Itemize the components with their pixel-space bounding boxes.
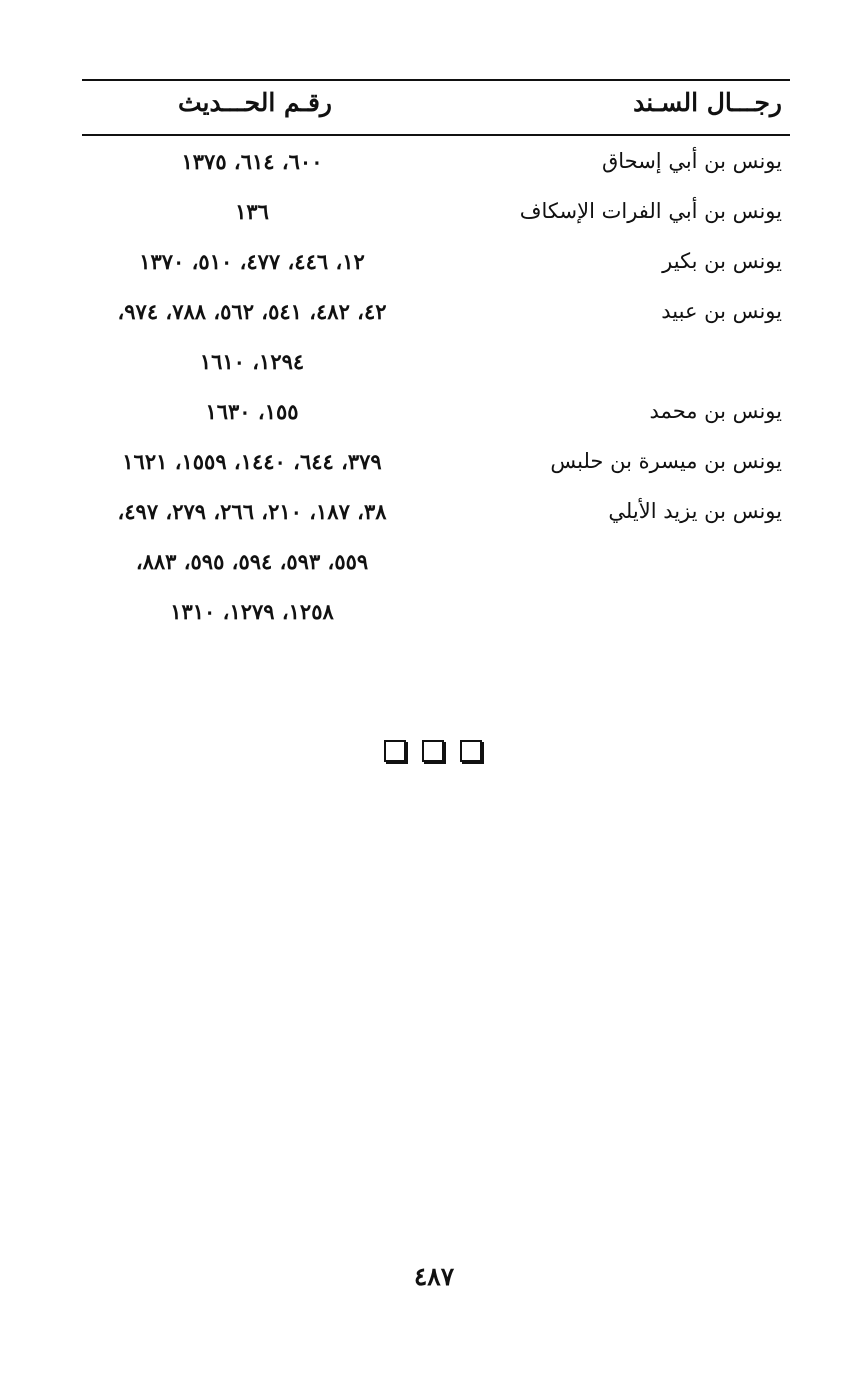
hadith-numbers: ٣٨، ١٨٧، ٢١٠، ٢٦٦، ٢٧٩، ٤٩٧، <box>117 499 387 524</box>
table-row <box>82 490 790 540</box>
header-rule <box>82 134 790 136</box>
index-table <box>82 140 790 640</box>
narrator-name: يونس بن أبي الفرات الإسكاف <box>519 199 782 223</box>
hadith-numbers-column-header: رقـم الحـــديث <box>178 88 332 117</box>
square-ornament-icon <box>384 740 406 762</box>
hadith-numbers: ١٢٥٨، ١٢٧٩، ١٣١٠ <box>170 599 334 624</box>
narrators-column-header: رجـــال السـند <box>633 88 782 117</box>
narrator-name: يونس بن ميسرة بن حلبس <box>550 449 782 473</box>
hadith-numbers: ٥٥٩، ٥٩٣، ٥٩٤، ٥٩٥، ٨٨٣، <box>135 549 369 574</box>
table-row-continuation <box>82 340 790 390</box>
narrator-name: يونس بن بكير <box>662 249 782 273</box>
table-row <box>82 190 790 240</box>
table-row-continuation <box>82 540 790 590</box>
table-row <box>82 290 790 340</box>
hadith-numbers: ١٥٥، ١٦٣٠ <box>205 399 299 424</box>
hadith-numbers: ٦٠٠، ٦١٤، ١٣٧٥ <box>181 149 323 174</box>
hadith-numbers: ١٢، ٤٤٦، ٤٧٧، ٥١٠، ١٣٧٠ <box>139 249 365 274</box>
narrator-name: يونس بن محمد <box>649 399 782 423</box>
hadith-numbers: ١٣٦ <box>235 199 269 224</box>
narrator-name: يونس بن عبيد <box>661 299 782 323</box>
square-ornament-icon <box>422 740 444 762</box>
square-ornament-icon <box>460 740 482 762</box>
top-rule <box>82 79 790 81</box>
narrator-name: يونس بن أبي إسحاق <box>601 149 782 173</box>
table-row <box>82 240 790 290</box>
narrator-name: يونس بن يزيد الأيلي <box>608 499 782 523</box>
hadith-numbers: ١٢٩٤، ١٦١٠ <box>199 349 305 374</box>
page-number: ٤٨٧ <box>413 1262 455 1291</box>
hadith-numbers: ٣٧٩، ٦٤٤، ١٤٤٠، ١٥٥٩، ١٦٢١ <box>122 449 382 474</box>
section-end-ornament <box>384 740 482 762</box>
hadith-numbers: ٤٢، ٤٨٢، ٥٤١، ٥٦٢، ٧٨٨، ٩٧٤، <box>117 299 387 324</box>
table-row-continuation <box>82 590 790 640</box>
table-row <box>82 140 790 190</box>
table-row <box>82 440 790 490</box>
table-row <box>82 390 790 440</box>
